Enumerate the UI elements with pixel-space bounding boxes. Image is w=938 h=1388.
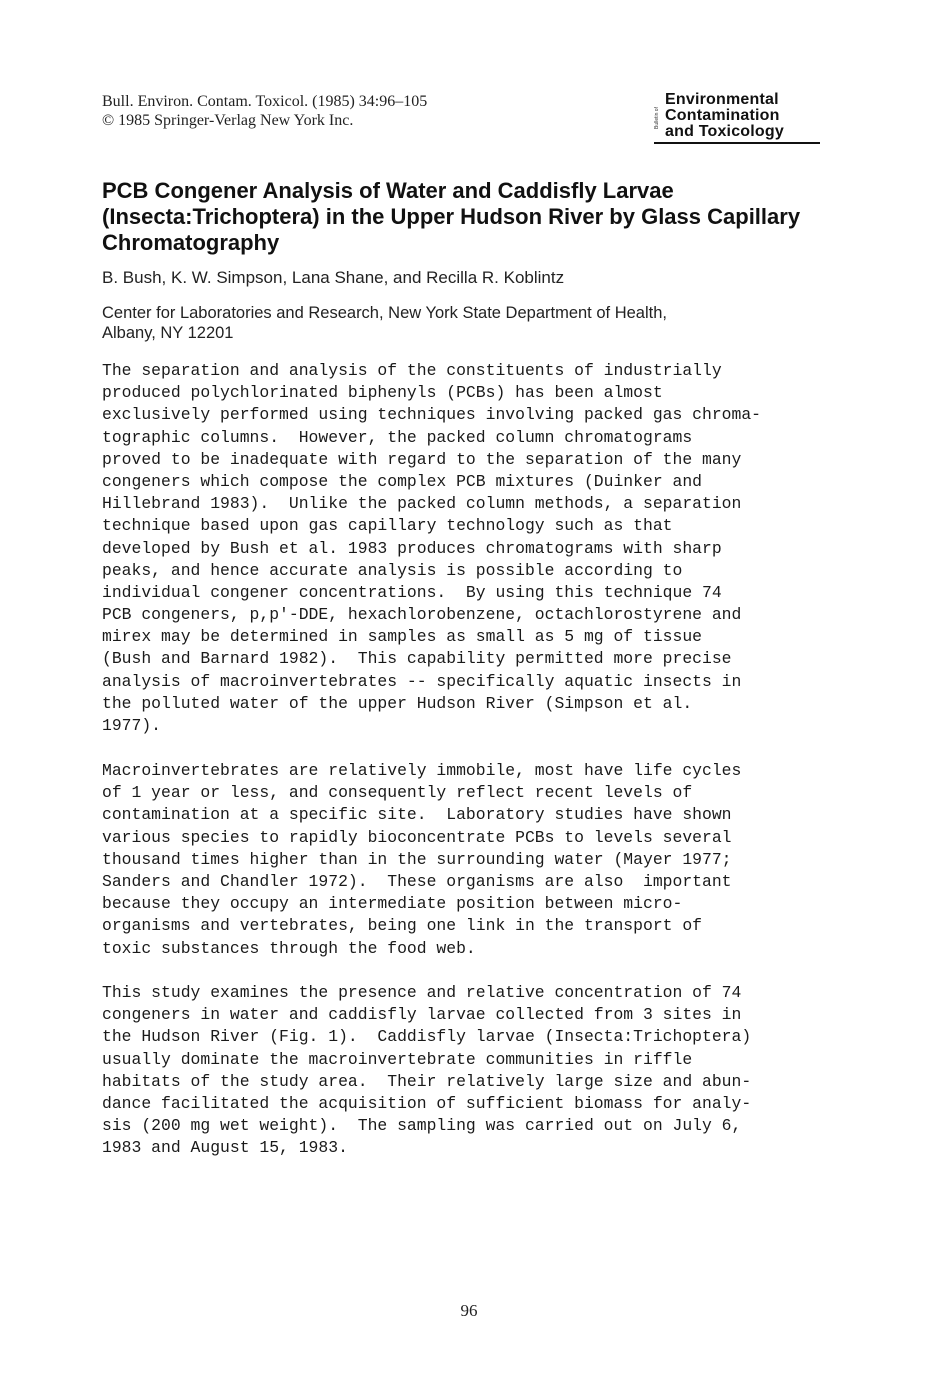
body-paragraph: [102, 760, 832, 960]
text-line: dance facilitated the acquisition of sufficient biomass for analy-: [102, 1093, 752, 1113]
text-line: 1983 and August 15, 1983.: [102, 1138, 348, 1158]
text-line: because they occupy an intermediate position between micro-: [102, 894, 683, 914]
page-number: 96: [460, 1301, 478, 1320]
text-line: developed by Bush et al. 1983 produces chromatograms with sharp: [102, 538, 722, 558]
text-line: (Bush and Barnard 1982). This capability permitted more precise: [102, 649, 732, 669]
journal-citation: [102, 92, 427, 130]
text-line: sis (200 mg wet weight). The sampling was carried out on July 6,: [102, 1116, 742, 1136]
logo-wordmark: [665, 92, 820, 140]
text-line: contamination at a specific site. Laboratory studies have shown: [102, 805, 732, 825]
logo-spine-text: Bulletin of: [654, 107, 660, 129]
text-line: toxic substances through the food web.: [102, 938, 476, 958]
text-line: Macroinvertebrates are relatively immobile, most have life cycles: [102, 761, 742, 780]
logo-line: Environmental: [665, 91, 779, 108]
text-line: peaks, and hence accurate analysis is possible according to: [102, 560, 683, 580]
text-line: analysis of macroinvertebrates -- specifically aquatic insects in: [102, 671, 742, 691]
text-line: thousand times higher than in the surrounding water (Mayer 1977;: [102, 849, 732, 869]
text-line: PCB congeners, p,p'-DDE, hexachlorobenzene, octachlorostyrene and: [102, 605, 742, 625]
text-line: proved to be inadequate with regard to the separation of the many: [102, 449, 742, 469]
text-line: the Hudson River (Fig. 1). Caddisfly larvae (Insecta:Trichoptera): [102, 1027, 752, 1047]
text-line: exclusively performed using techniques involving packed gas chroma-: [102, 405, 762, 425]
copyright-line: © 1985 Springer-Verlag New York Inc.: [102, 112, 354, 129]
citation-line: Bull. Environ. Contam. Toxicol. (1985) 34:96–105: [102, 93, 428, 110]
text-line: technique based upon gas capillary technology such as that: [102, 516, 673, 536]
text-line: congeners in water and caddisfly larvae collected from 3 sites in: [102, 1005, 742, 1025]
text-line: organisms and vertebrates, being one link in the transport of: [102, 916, 702, 936]
text-line: usually dominate the macroinvertebrate communities in riffle: [102, 1049, 693, 1069]
text-line: habitats of the study area. Their relatively large size and abun-: [102, 1071, 752, 1091]
affiliation-line: Albany, NY 12201: [102, 324, 234, 342]
text-line: mirex may be determined in samples as small as 5 mg of tissue: [102, 627, 702, 647]
text-line: produced polychlorinated biphenyls (PCBs) has been almost: [102, 383, 663, 403]
logo-line: and Toxicology: [665, 123, 784, 140]
text-line: various species to rapidly bioconcentrate PCBs to levels several: [102, 827, 732, 847]
text-line: tographic columns. However, the packed column chromatograms: [102, 427, 693, 447]
text-line: This study examines the presence and relative concentration of 74: [102, 983, 742, 1002]
text-line: The separation and analysis of the constituents of industrially: [102, 361, 722, 380]
text-line: individual congener concentrations. By using this technique 74: [102, 582, 722, 602]
body-paragraph: [102, 982, 832, 1160]
text-line: of 1 year or less, and consequently reflect recent levels of: [102, 783, 693, 803]
text-line: Sanders and Chandler 1972). These organisms are also important: [102, 871, 732, 891]
logo-line: Contamination: [665, 107, 780, 124]
text-line: congeners which compose the complex PCB mixtures (Duinker and: [102, 471, 702, 491]
author-list: B. Bush, K. W. Simpson, Lana Shane, and Recilla R. Koblintz: [102, 268, 565, 287]
journal-logo: [654, 92, 820, 144]
paper-title: PCB Congener Analysis of Water and Caddisfly Larvae (Insecta:Trichoptera) in the Upper Hudson River by Glass Capillary Chromatography: [102, 178, 801, 255]
text-line: Hillebrand 1983). Unlike the packed column methods, a separation: [102, 494, 742, 514]
text-line: 1977).: [102, 716, 162, 735]
affiliation-line: Center for Laboratories and Research, New York State Department of Health,: [102, 304, 667, 322]
text-line: the polluted water of the upper Hudson River (Simpson et al.: [102, 693, 693, 713]
author-affiliation: [102, 303, 802, 343]
body-paragraph: [102, 360, 832, 737]
